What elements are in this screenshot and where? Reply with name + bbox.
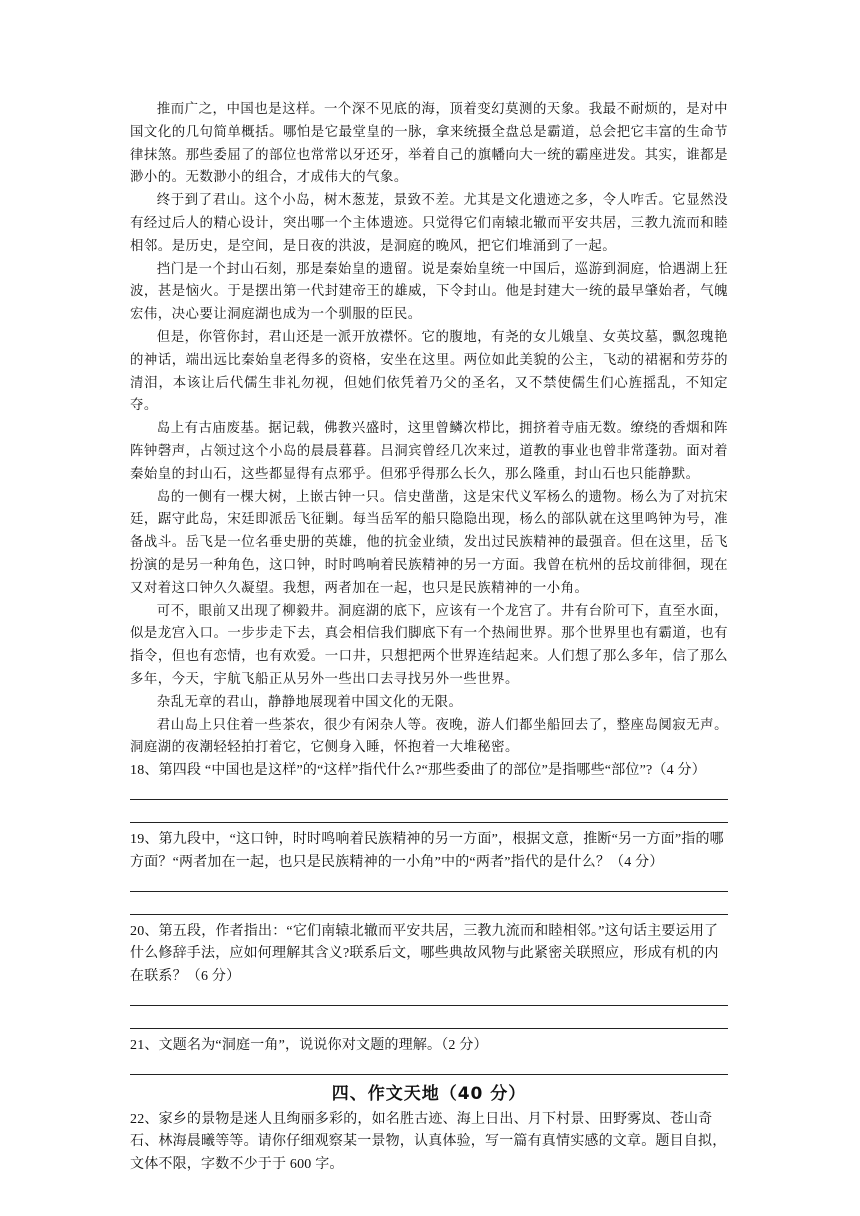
answer-line[interactable] — [130, 1005, 728, 1006]
passage-paragraph-5: 岛上有古庙废基。据记载，佛教兴盛时，这里曾鳞次栉比，拥挤着寺庙无数。缭绕的香烟和阵阵钟磬声，占领过这个小岛的晨晨暮暮。吕洞宾曾经几次来过，道教的事业也曾非常蓬勃。面对着秦始皇的封山石，这些都显得有点邪乎。但邪乎得那么长久，那么隆重，封山石也只能静默。 — [130, 421, 728, 482]
question-19: 19、第九段中，“这口钟，时时鸣响着民族精神的另一方面”，根据文意，推断“另一方面”指的哪方面？“两者加在一起，也只是民族精神的一小角”中的“两者”指代的是什么？（4 分） — [130, 831, 724, 870]
question-21: 21、文题名为“洞庭一角”，说说你对文题的理解。（2 分） — [130, 1037, 488, 1053]
question-22: 22、家乡的景物是迷人且绚丽多彩的，如名胜古迹、海上日出、月下村景、田野雾岚、苍山奇石、林海晨曦等等。请你仔细观察某一景物，认真体验，写一篇有真情实感的文章。题目自拟，文体不限，字数不少于于 600 字。 — [130, 1111, 727, 1173]
passage-paragraph-7: 可不，眼前又出现了柳毅井。洞庭湖的底下，应该有一个龙宫了。井有台阶可下，直至水面，似是龙宫入口。一步步走下去，真会相信我们脚底下有一个热闹世界。那个世界里也有霸道，也有指令，但也有恋情，也有欢爱。一口井，只想把两个世界连结起来。人们想了那么多年，信了那么多年，今天，宇航飞船正从另外一些出口去寻找另外一些世界。 — [130, 603, 728, 687]
answer-line[interactable] — [130, 914, 728, 915]
exam-page — [130, 99, 728, 1177]
passage-paragraph-9: 君山岛上只住着一些茶农，很少有闲杂人等。夜晚，游人们都坐船回去了，整座岛阒寂无声。洞庭湖的夜潮轻轻拍打着它，它侧身入睡，怀抱着一大堆秘密。 — [130, 717, 728, 756]
answer-line[interactable] — [130, 1074, 728, 1075]
passage-paragraph-3: 挡门是一个封山石刻，那是秦始皇的遗留。说是秦始皇统一中国后，巡游到洞庭，恰遇湖上狂波，甚是恼火。于是摆出第一代封建帝王的雄威，下令封山。他是封建大一统的最早肇始者，气魄宏伟，决心要让洞庭湖也成为一个驯服的臣民。 — [130, 261, 728, 323]
passage-paragraph-4: 但是，你管你封，君山还是一派开放襟怀。它的腹地，有尧的女儿娥皇、女英坟墓，飘忽瑰艳的神话，端出远比秦始皇老得多的资格，安坐在这里。两位如此美貌的公主，飞动的裙裾和劳芬的清泪，本该让后代儒生非礼勿视，但她们依凭着乃父的圣名，又不禁使儒生们心旌摇乱，不知定夺。 — [130, 329, 728, 414]
answer-line[interactable] — [130, 822, 728, 823]
passage-paragraph-1: 推而广之，中国也是这样。一个深不见底的海，顶着变幻莫测的天象。我最不耐烦的，是对中国文化的几句简单概括。哪怕是它最堂皇的一脉，拿来统摄全盘总是霸道，总会把它丰富的生命节律抹煞。那些委屈了的部位也常常以牙还牙，举着自己的旗幡向大一统的霸座进发。其实，谁都是渺小的。无数渺小的组合，才成伟大的气象。 — [130, 102, 728, 186]
answer-line[interactable] — [130, 1028, 728, 1029]
answer-line[interactable] — [130, 891, 728, 892]
passage-paragraph-6: 岛的一侧有一棵大树，上嵌古钟一只。信史凿凿，这是宋代义军杨么的遗物。杨么为了对抗宋廷，踞守此岛，宋廷即派岳飞征剿。每当岳军的船只隐隐出现，杨么的部队就在这里鸣钟为号，准备战斗。岳飞是一位名垂史册的英雄，他的抗金业绩，发出过民族精神的最强音。但在这里，岳飞扮演的是另一种角色，这口钟，时时鸣响着民族精神的另一方面。我曾在杭州的岳坟前徘徊，现在又对着这口钟久久凝望。我想，两者加在一起，也只是民族精神的一小角。 — [130, 489, 728, 596]
section-title-composition: 四、作文天地（40 分） — [331, 1083, 527, 1104]
question-18: 18、第四段 “中国也是这样”的“这样”指代什么?“那些委曲了的部位”是指哪些“部位”?（4 分） — [130, 763, 706, 779]
passage-paragraph-2: 终于到了君山。这个小岛，树木葱茏，景致不差。尤其是文化遗迹之多，令人咋舌。它显然没有经过后人的精心设计，突出哪一个主体遗迹。只觉得它们南辕北辙而平安共居，三教九流而和睦相邻。是历史，是空间，是日夜的洪波，是洞庭的晚风，把它们堆涌到了一起。 — [130, 193, 728, 254]
passage-paragraph-8: 杂乱无章的君山，静静地展现着中国文化的无限。 — [156, 694, 463, 710]
question-20: 20、第五段，作者指出：“它们南辕北辙而平安共居，三教九流而和睦相邻。”这句话主要运用了什么修辞手法，应如何理解其含义?联系后文，哪些典故风物与此紧密关联照应，形成有机的内在联系？（6 分） — [130, 923, 719, 985]
answer-line[interactable] — [130, 799, 728, 800]
